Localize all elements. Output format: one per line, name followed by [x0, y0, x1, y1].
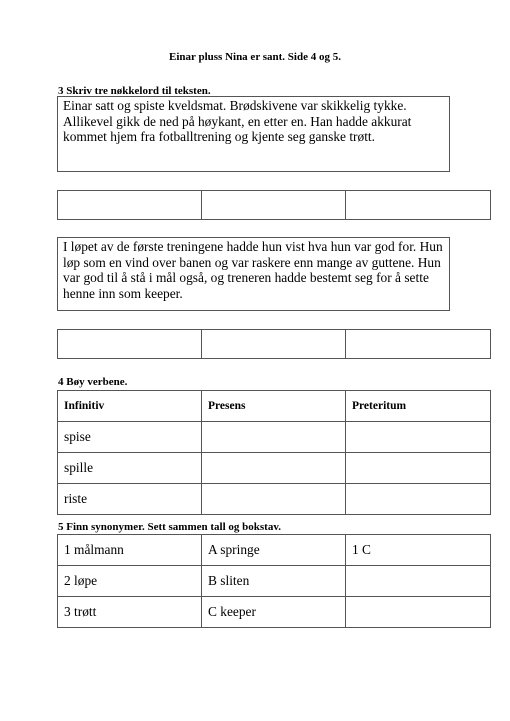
task4-heading: 4 Bøy verbene.	[58, 376, 128, 388]
number-word: 3 trøtt	[58, 597, 202, 628]
letter-word: C keeper	[202, 597, 346, 628]
task3-heading: 3 Skriv tre nøkkelord til teksten.	[58, 85, 211, 97]
table-row	[58, 453, 491, 484]
verb-infinitive: spille	[58, 453, 202, 484]
task3-keyword-table-1	[57, 190, 491, 220]
table-row	[58, 330, 491, 359]
task5-heading: 5 Finn synonymer. Sett sammen tall og bokstav.	[58, 521, 281, 533]
table-row	[58, 535, 491, 566]
table-row	[58, 422, 491, 453]
answer-cell[interactable]	[346, 453, 491, 484]
keyword-cell[interactable]	[58, 330, 202, 359]
number-word: 2 løpe	[58, 566, 202, 597]
synonym-table	[57, 534, 491, 628]
table-header-row	[58, 391, 491, 422]
verb-infinitive: riste	[58, 484, 202, 515]
table-row	[58, 566, 491, 597]
answer-cell[interactable]	[202, 484, 346, 515]
task3-text-box-2: I løpet av de første treningene hadde hun vist hva hun var god for. Hun løp som en vind over banen og var raskere enn mange av guttene. Hun var god til å stå i mål også, og treneren hadde bestemt seg for å sette henne inn som keeper.	[57, 237, 450, 311]
answer-cell[interactable]	[202, 453, 346, 484]
number-word: 1 målmann	[58, 535, 202, 566]
letter-word: B sliten	[202, 566, 346, 597]
table-row	[58, 191, 491, 220]
answer-cell[interactable]	[202, 422, 346, 453]
column-header-presens: Presens	[202, 391, 346, 422]
answer-cell[interactable]	[346, 484, 491, 515]
keyword-cell[interactable]	[346, 191, 491, 220]
match-answer-cell[interactable]: 1 C	[346, 535, 491, 566]
page-title: Einar pluss Nina er sant. Side 4 og 5.	[169, 51, 341, 63]
answer-cell[interactable]	[346, 422, 491, 453]
column-header-infinitiv: Infinitiv	[58, 391, 202, 422]
keyword-cell[interactable]	[202, 191, 346, 220]
letter-word: A springe	[202, 535, 346, 566]
keyword-cell[interactable]	[346, 330, 491, 359]
keyword-cell[interactable]	[202, 330, 346, 359]
table-row	[58, 484, 491, 515]
match-answer-cell[interactable]	[346, 597, 491, 628]
task3-text-box-1: Einar satt og spiste kveldsmat. Brødskivene var skikkelig tykke. Allikevel gikk de ned på høykant, en etter en. Han hadde akkurat kommet hjem fra fotballtrening og kjente seg ganske trøtt.	[57, 96, 450, 172]
match-answer-cell[interactable]	[346, 566, 491, 597]
keyword-cell[interactable]	[58, 191, 202, 220]
verb-infinitive: spise	[58, 422, 202, 453]
task3-keyword-table-2	[57, 329, 491, 359]
verb-table	[57, 390, 491, 515]
table-row	[58, 597, 491, 628]
column-header-preteritum: Preteritum	[346, 391, 491, 422]
